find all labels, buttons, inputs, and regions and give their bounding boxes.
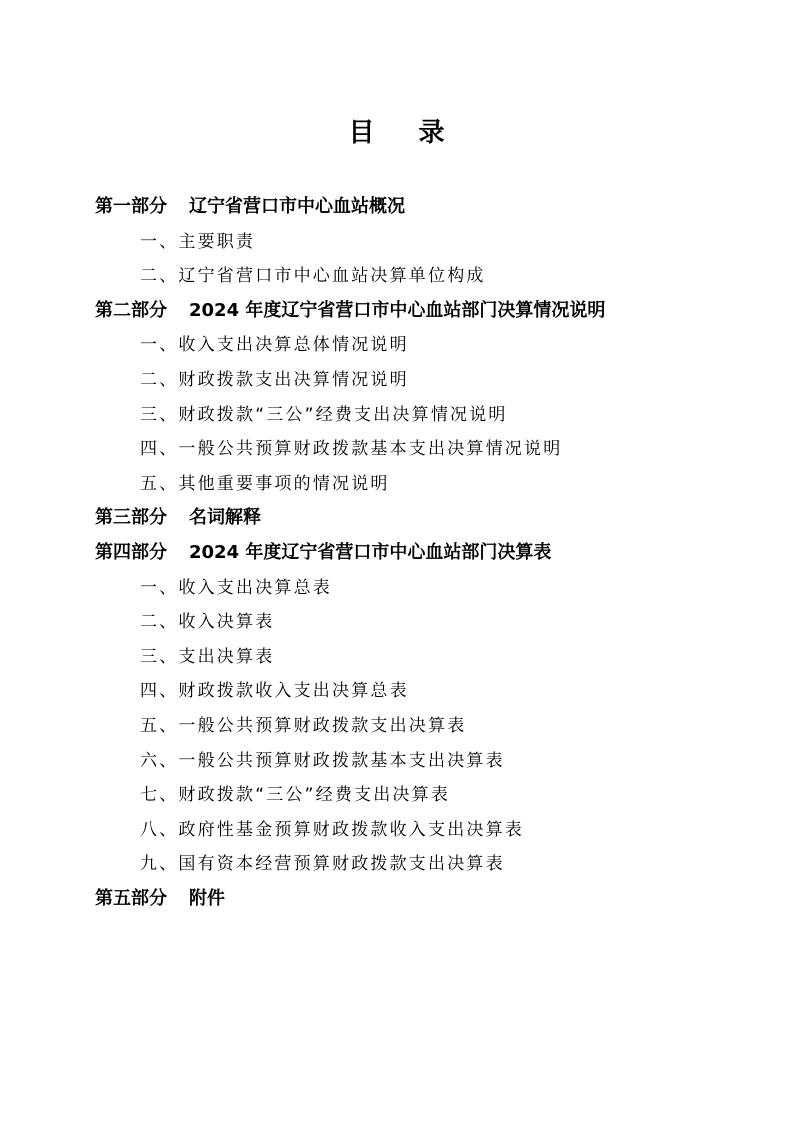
toc-part-number: 第五部分 — [95, 887, 167, 909]
toc-item: 一、收入支出决算总体情况说明 — [140, 335, 409, 356]
toc-part-5 — [95, 882, 735, 917]
table-of-contents — [95, 190, 735, 916]
toc-part-title: 辽宁省营口市中心血站概况 — [189, 196, 405, 217]
toc-item: 一、主要职责 — [140, 231, 256, 252]
toc-part-number: 第四部分 — [95, 541, 167, 563]
toc-item: 四、一般公共预算财政拨款基本支出决算情况说明 — [140, 439, 563, 460]
toc-item: 六、一般公共预算财政拨款基本支出决算表 — [140, 750, 505, 771]
toc-item: 二、收入决算表 — [140, 612, 275, 633]
toc-title: 目录 — [348, 118, 489, 148]
toc-part-2 — [95, 294, 735, 329]
toc-part-4 — [95, 536, 735, 571]
toc-item: 七、财政拨款“三公”经费支出决算表 — [140, 785, 451, 806]
toc-part-title: 名词解释 — [189, 507, 261, 529]
toc-item: 三、财政拨款“三公”经费支出决算情况说明 — [140, 404, 508, 425]
toc-item: 二、财政拨款支出决算情况说明 — [140, 369, 409, 390]
toc-part-number: 第一部分 — [95, 196, 167, 217]
toc-part-title: 2024 年度辽宁省营口市中心血站部门决算表 — [189, 541, 552, 563]
toc-item: 三、支出决算表 — [140, 646, 275, 667]
toc-part-1 — [95, 190, 735, 225]
toc-item: 五、其他重要事项的情况说明 — [140, 473, 390, 494]
toc-item: 二、辽宁省营口市中心血站决算单位构成 — [140, 266, 486, 287]
toc-item: 一、收入支出决算总表 — [140, 577, 332, 598]
toc-item: 五、一般公共预算财政拨款支出决算表 — [140, 715, 467, 736]
toc-item: 九、国有资本经营预算财政拨款支出决算表 — [140, 854, 505, 875]
toc-item: 四、财政拨款收入支出决算总表 — [140, 681, 409, 702]
toc-part-number: 第三部分 — [95, 507, 167, 529]
toc-part-number: 第二部分 — [95, 299, 167, 321]
toc-item: 八、政府性基金预算财政拨款收入支出决算表 — [140, 819, 524, 840]
toc-part-title: 2024 年度辽宁省营口市中心血站部门决算情况说明 — [189, 299, 606, 321]
toc-part-title: 附件 — [189, 887, 225, 909]
toc-part-3 — [95, 501, 735, 536]
